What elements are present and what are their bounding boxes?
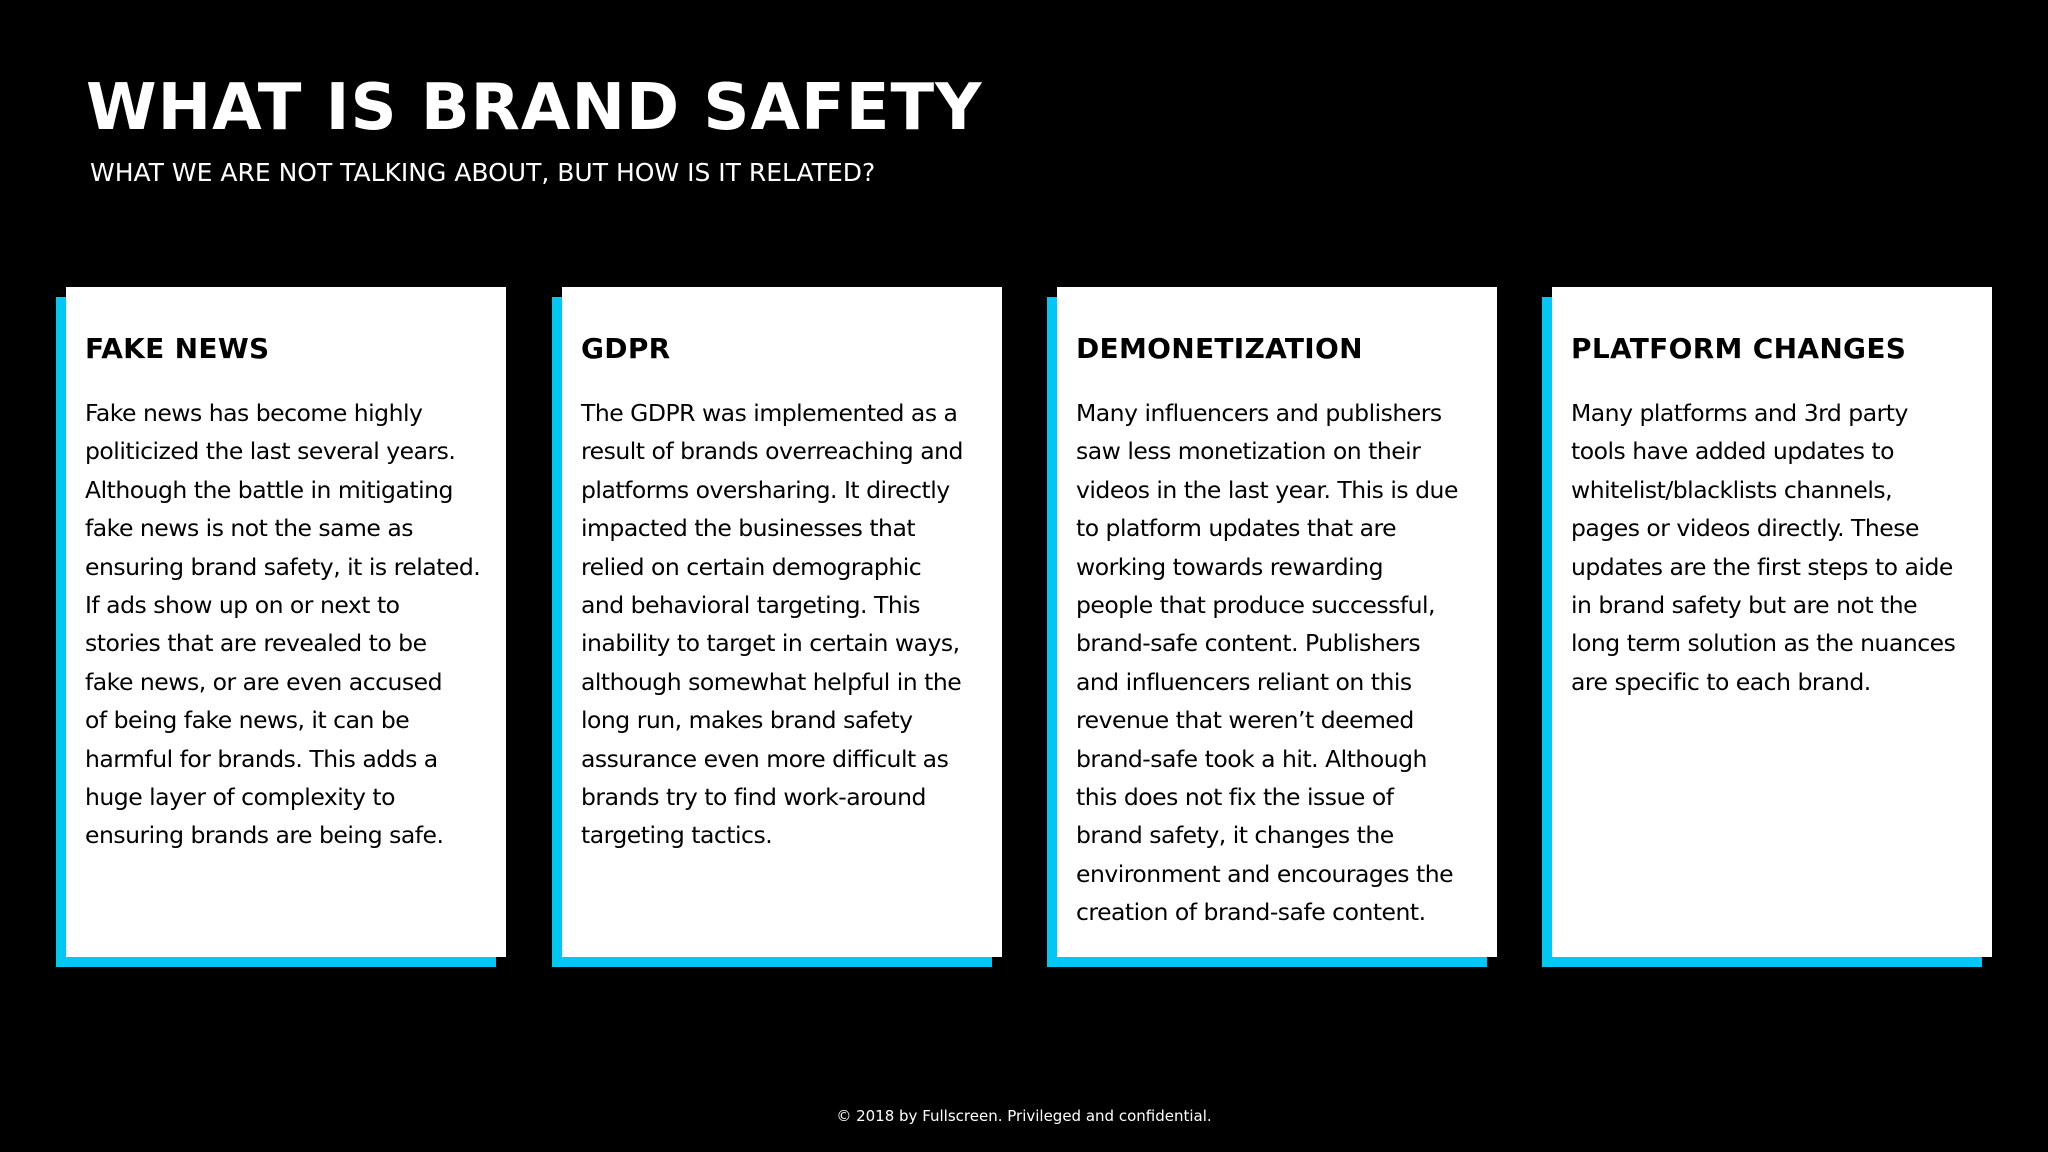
card-body-line: although somewhat helpful in the <box>581 667 962 696</box>
card-title: FAKE NEWS <box>85 332 270 365</box>
card-body-line: If ads show up on or next to <box>85 591 400 620</box>
card-body-line: long term solution as the nuances <box>1571 629 1956 658</box>
card-body-line: of being fake news, it can be <box>85 706 410 735</box>
card-body-line: The GDPR was implemented as a <box>581 399 958 427</box>
card-body-line: saw less monetization on their <box>1076 437 1421 466</box>
card-body-line: brands try to find work-around <box>581 783 926 812</box>
card-body-line: environment and encourages the <box>1076 859 1454 888</box>
card-body-line: and influencers reliant on this <box>1076 667 1412 696</box>
card-body-line: people that produce successful, <box>1076 591 1436 620</box>
card-panel <box>562 287 1002 957</box>
card-body-line: this does not fix the issue of <box>1076 783 1394 812</box>
card-body-line: creation of brand-safe content. <box>1076 898 1426 927</box>
card-body-line: ensuring brands are being safe. <box>85 821 444 850</box>
card-body-line: fake news is not the same as <box>85 514 414 543</box>
card-body-line: to platform updates that are <box>1076 514 1397 543</box>
card-panel <box>1552 287 1992 957</box>
card-body-line: huge layer of complexity to <box>85 783 395 812</box>
card-body-line: whitelist/blacklists channels, <box>1571 475 1893 504</box>
card-body <box>1571 394 1974 701</box>
card-fake-news <box>66 287 506 957</box>
card-body-line: inability to target in certain ways, <box>581 629 960 658</box>
card-body-line: pages or videos directly. These <box>1571 514 1919 543</box>
card-title: DEMONETIZATION <box>1076 332 1363 365</box>
card-title: PLATFORM CHANGES <box>1571 332 1907 365</box>
footer-copyright: © 2018 by Fullscreen. Privileged and confidential. <box>836 1107 1212 1125</box>
card-body-line: platforms oversharing. It directly <box>581 475 950 504</box>
card-body-line: stories that are revealed to be <box>85 629 427 658</box>
card-body-line: harmful for brands. This adds a <box>85 744 438 773</box>
card-body <box>85 394 488 855</box>
card-demonetization <box>1057 287 1497 957</box>
card-body <box>581 394 984 855</box>
card-body-line: Many influencers and publishers <box>1076 399 1442 427</box>
card-body-line: and behavioral targeting. This <box>581 591 920 620</box>
card-body-line: politicized the last several years. <box>85 437 456 466</box>
card-body-line: revenue that weren’t deemed <box>1076 706 1414 735</box>
card-body-line: fake news, or are even accused <box>85 667 443 696</box>
card-body-line: assurance even more difficult as <box>581 744 949 773</box>
card-panel <box>66 287 506 957</box>
card-body-line: long run, makes brand safety <box>581 706 913 735</box>
card-body-line: brand-safe took a hit. Although <box>1076 744 1427 773</box>
card-title: GDPR <box>581 332 671 365</box>
card-body-line: tools have added updates to <box>1571 437 1895 466</box>
card-gdpr <box>562 287 1002 957</box>
card-body-line: in brand safety but are not the <box>1571 591 1918 620</box>
card-body-line: Many platforms and 3rd party <box>1571 399 1908 427</box>
card-body-line: brand safety, it changes the <box>1076 821 1394 850</box>
card-body-line: result of brands overreaching and <box>581 437 963 466</box>
card-body-line: are specific to each brand. <box>1571 667 1871 696</box>
card-body-line: targeting tactics. <box>581 821 773 850</box>
card-body-line: Although the battle in mitigating <box>85 475 453 504</box>
card-platform-changes <box>1552 287 1992 957</box>
card-body-line: brand-safe content. Publishers <box>1076 629 1421 658</box>
card-body-line: relied on certain demographic <box>581 552 922 581</box>
card-panel <box>1057 287 1497 957</box>
card-body-line: videos in the last year. This is due <box>1076 475 1458 504</box>
page-subtitle: WHAT WE ARE NOT TALKING ABOUT, BUT HOW IS IT RELATED? <box>90 158 876 187</box>
card-body <box>1076 394 1479 932</box>
card-body-line: impacted the businesses that <box>581 514 916 543</box>
card-body-line: Fake news has become highly <box>85 399 423 427</box>
card-body-line: updates are the first steps to aide <box>1571 552 1953 581</box>
card-body-line: ensuring brand safety, it is related. <box>85 552 481 581</box>
card-body-line: working towards rewarding <box>1076 552 1383 581</box>
page-title: WHAT IS BRAND SAFETY <box>86 71 983 145</box>
